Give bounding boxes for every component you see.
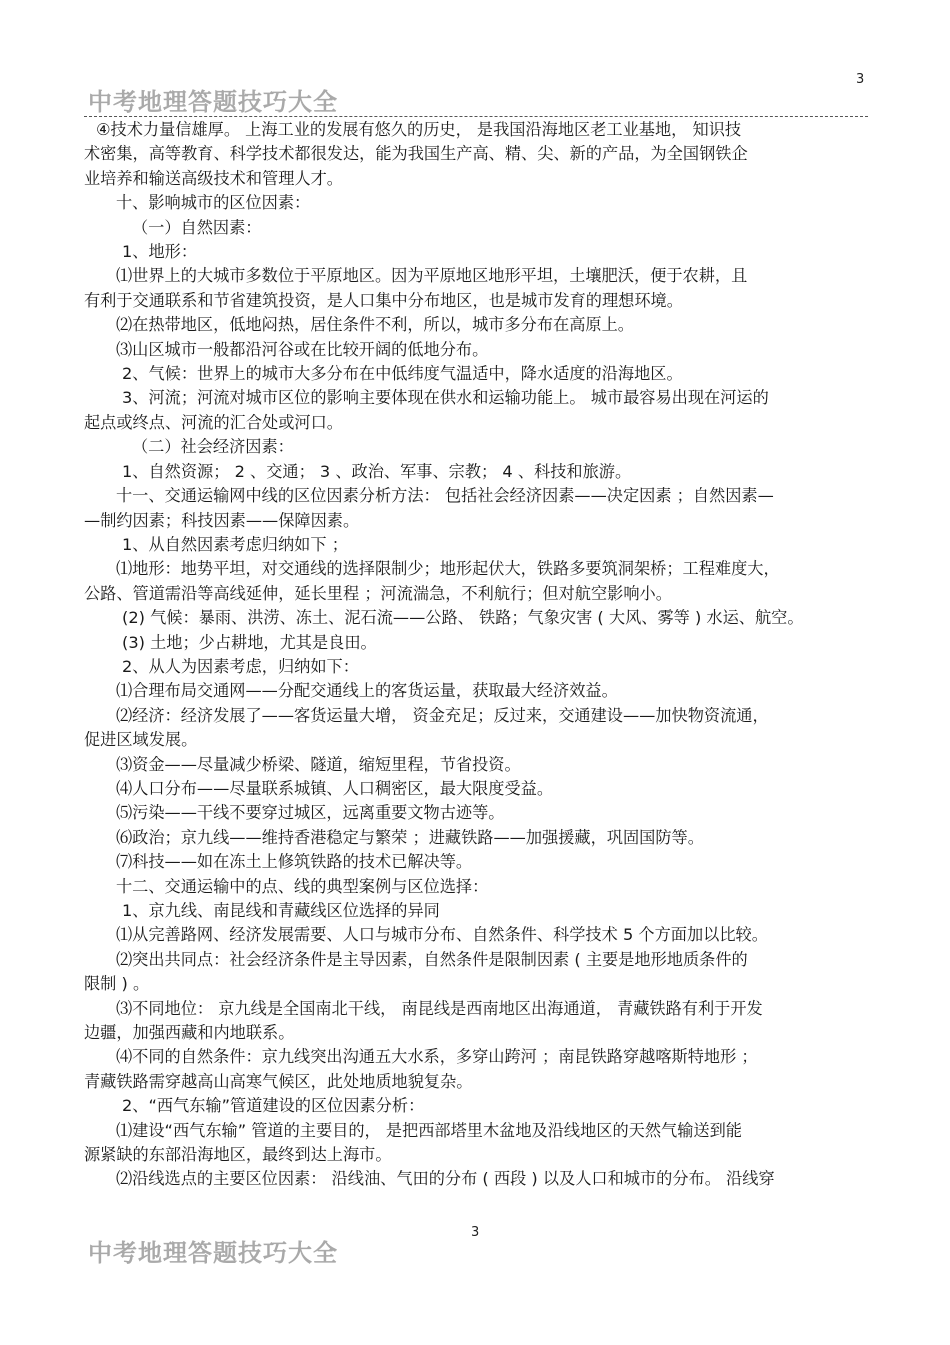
text-line: 十一、交通运输网中线的区位因素分析方法： 包括社会经济因素——决定因素 ；自然因素— bbox=[116, 486, 774, 506]
text-line: ⑴合理布局交通网——分配交通线上的客货运量，获取最大经济效益。 bbox=[116, 681, 618, 701]
text-line: ⑴建设“西气东输” 管道的主要目的， 是把西部塔里木盆地及沿线地区的天然气输送到能 bbox=[116, 1120, 742, 1140]
text-line: ⑺科技——如在冻土上修筑铁路的技术已解决等。 bbox=[116, 852, 473, 872]
text-line: ⑹政治；京九线——维持香港稳定与繁荣 ；进藏铁路——加强援藏，巩固国防等。 bbox=[116, 827, 704, 847]
text-line: 2、气候：世界上的城市大多分布在中低纬度气温适中，降水适度的沿海地区。 bbox=[122, 364, 683, 384]
text-line: 限制 ) 。 bbox=[84, 974, 150, 994]
text-line: 2、“西气东输”管道建设的区位因素分析： bbox=[122, 1096, 425, 1116]
text-line: ⑴世界上的大城市多数位于平原地区。因为平原地区地形平坦，土壤肥沃，便于农耕，且 bbox=[116, 266, 748, 286]
text-line: 业培养和输送高级技术和管理人才。 bbox=[84, 168, 343, 188]
text-line: 十二、交通运输中的点、线的典型案例与区位选择： bbox=[116, 876, 489, 896]
text-line: ④技术力量信雄厚。 上海工业的发展有悠久的历史， 是我国沿海地区老工业基地， 知识技 bbox=[96, 120, 742, 139]
text-line: 1、从自然因素考虑归纳如下 ； bbox=[122, 534, 348, 554]
text-line: 1、京九线、南昆线和青藏线区位选择的异同 bbox=[122, 901, 440, 920]
text-line: 2、从人为因素考虑，归纳如下： bbox=[122, 656, 359, 676]
page-number-bottom: 3 bbox=[471, 1225, 480, 1240]
text-line: (2) 气候：暴雨、洪涝、冻土、泥石流——公路、 铁路；气象灾害 ( 大风、雾等 ) 水运、航空。 bbox=[122, 608, 804, 628]
text-line: 有利于交通联系和节省建筑投资，是人口集中分布地区，也是城市发育的理想环境。 bbox=[84, 290, 683, 310]
text-line: ⑸污染——干线不要穿过城区，远离重要文物古迹等。 bbox=[116, 803, 505, 823]
text-line: 青藏铁路需穿越高山高寒气候区，此处地质地貌复杂。 bbox=[84, 1071, 473, 1091]
text-line: 术密集，高等教育、科学技术都很发达，能为我国生产高、精、尖、新的产品，为全国钢铁企 bbox=[84, 144, 748, 164]
document-body bbox=[84, 118, 874, 1192]
text-line: ⑵在热带地区，低地闷热，居住条件不利，所以，城市多分布在高原上。 bbox=[116, 315, 634, 335]
text-line: 边疆，加强西藏和内地联系。 bbox=[84, 1023, 295, 1043]
text-line: 1、地形： bbox=[122, 242, 198, 262]
text-line: 促进区域发展。 bbox=[84, 730, 198, 750]
text-line: 起点或终点、河流的汇合处或河口。 bbox=[84, 412, 343, 432]
text-line: （一）自然因素： bbox=[132, 217, 262, 237]
text-line: ⑴从完善路网、经济发展需要、人口与城市分布、自然条件、科学技术 5 个方面加以比较。 bbox=[116, 925, 768, 945]
text-line: ⑷不同的自然条件：京九线突出沟通五大水系，多穿山跨河 ；南昆铁路穿越喀斯特地形 ； bbox=[116, 1047, 758, 1067]
text-line: 十、影响城市的区位因素： bbox=[116, 193, 311, 213]
text-line: ⑶资金——尽量减少桥梁、隧道，缩短里程，节省投资。 bbox=[116, 754, 521, 774]
text-line: （二）社会经济因素： bbox=[132, 437, 294, 457]
text-line: 公路、管道需沿等高线延伸，延长里程 ；河流湍急，不利航行；但对航空影响小。 bbox=[84, 583, 672, 603]
text-line: 3、河流；河流对城市区位的影响主要体现在供水和运输功能上。 城市最容易出现在河运的 bbox=[122, 388, 769, 408]
text-line: ⑷人口分布——尽量联系城镇、人口稠密区，最大限度受益。 bbox=[116, 778, 554, 798]
text-line: ⑴地形：地势平坦，对交通线的选择限制少；地形起伏大，铁路多要筑洞架桥；工程难度大， bbox=[116, 559, 780, 579]
text-line: ⑵沿线选点的主要区位因素： 沿线油、气田的分布 ( 西段 ) 以及人口和城市的分布。 沿线穿 bbox=[116, 1169, 775, 1189]
header-title: 中考地理答题技巧大全 bbox=[88, 88, 338, 116]
header-divider bbox=[84, 116, 868, 117]
text-line: 源紧缺的东部沿海地区，最终到达上海市。 bbox=[84, 1145, 392, 1165]
text-line: ⑵经济：经济发展了——客货运量大增， 资金充足；反过来，交通建设——加快物资流通， bbox=[116, 705, 769, 725]
text-line: ⑶山区城市一般都沿河谷或在比较开阔的低地分布。 bbox=[116, 339, 489, 359]
page-number-top: 3 bbox=[856, 72, 865, 87]
text-line: (3) 土地；少占耕地，尤其是良田。 bbox=[122, 632, 377, 652]
text-line: —制约因素；科技因素——保障因素。 bbox=[84, 510, 360, 530]
text-line: ⑶不同地位： 京九线是全国南北干线， 南昆线是西南地区出海通道， 青藏铁路有利于开发 bbox=[116, 998, 763, 1018]
text-line: ⑵突出共同点：社会经济条件是主导因素，自然条件是限制因素 ( 主要是地形地质条件的 bbox=[116, 949, 748, 969]
text-line: 1、自然资源； 2 、交通； 3 、政治、军事、宗教； 4 、科技和旅游。 bbox=[122, 461, 632, 481]
footer-title: 中考地理答题技巧大全 bbox=[88, 1239, 338, 1267]
